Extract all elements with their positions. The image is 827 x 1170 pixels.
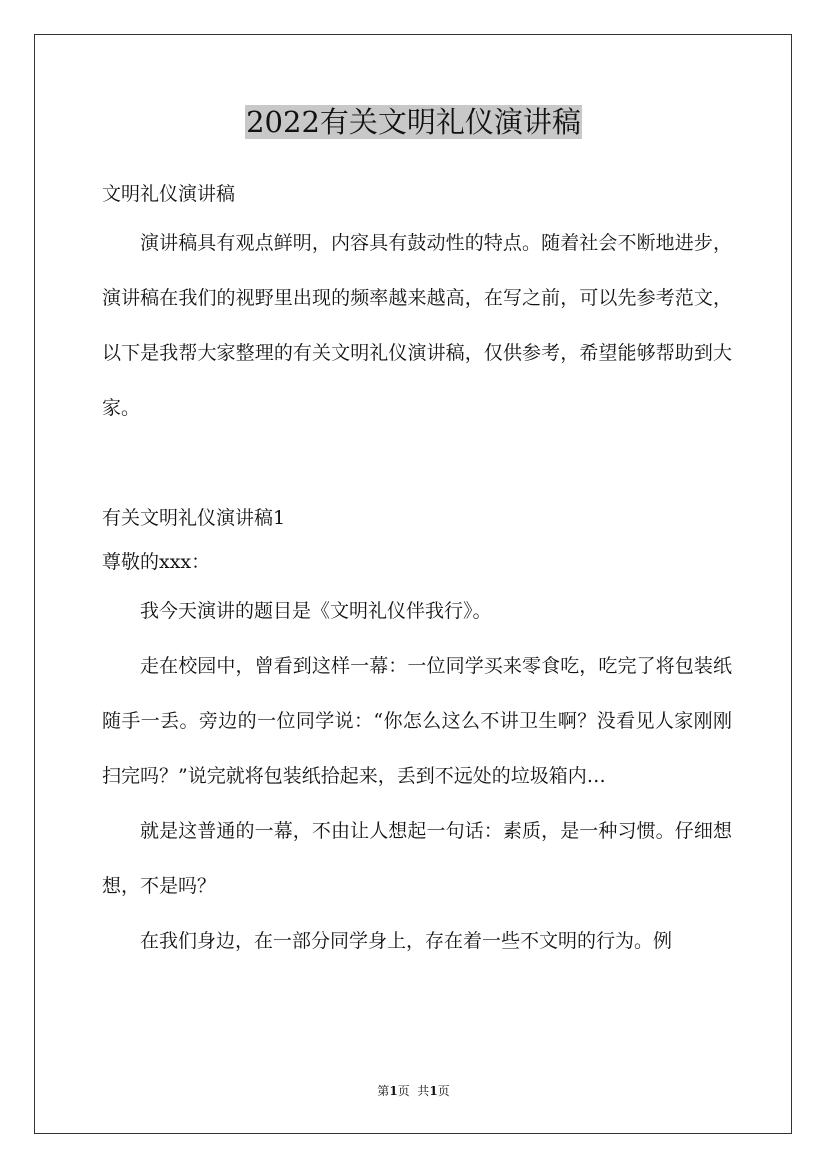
footer-page-mid: 页 共	[397, 1084, 430, 1098]
document-subtitle: 文明礼仪演讲稿	[102, 183, 236, 205]
footer-page-total: 1	[429, 1084, 438, 1098]
body-paragraph-1: 我今天演讲的题目是《文明礼仪伴我行》。	[140, 600, 492, 622]
page-footer	[0, 1083, 827, 1099]
document-body	[102, 172, 732, 969]
intro-paragraph: 演讲稿具有观点鲜明，内容具有鼓动性的特点。随着社会不断地进步，演讲稿在我们的视野里出现的频率越来越高，在写之前，可以先参考范文，以下是我帮大家整理的有关文明礼仪演讲稿，仅供参考，希望能够帮助到大家。	[102, 232, 732, 419]
footer-page-number: 1	[389, 1084, 398, 1098]
document-title	[0, 100, 827, 144]
body-paragraph-2: 走在校园中，曾看到这样一幕：一位同学买来零食吃，吃完了将包装纸随手一丢。旁边的一位同学说：“你怎么这么不讲卫生啊？没看见人家刚刚扫完吗？”说完就将包装纸拾起来，丢到不远处的垃圾箱内…	[102, 655, 732, 787]
footer-page-suffix: 页	[437, 1084, 450, 1098]
section-heading: 有关文明礼仪演讲稿1	[102, 507, 286, 529]
body-paragraph-4: 在我们身边，在一部分同学身上，存在着一些不文明的行为。例	[140, 930, 673, 952]
body-paragraph-3: 就是这普通的一幕，不由让人想起一句话：素质，是一种习惯。仔细想想，不是吗？	[102, 820, 732, 897]
section-spacer	[102, 436, 732, 496]
footer-page-prefix: 第	[377, 1084, 390, 1098]
salutation: 尊敬的xxx：	[102, 551, 211, 573]
document-title-text: 2022有关文明礼仪演讲稿	[246, 105, 581, 139]
